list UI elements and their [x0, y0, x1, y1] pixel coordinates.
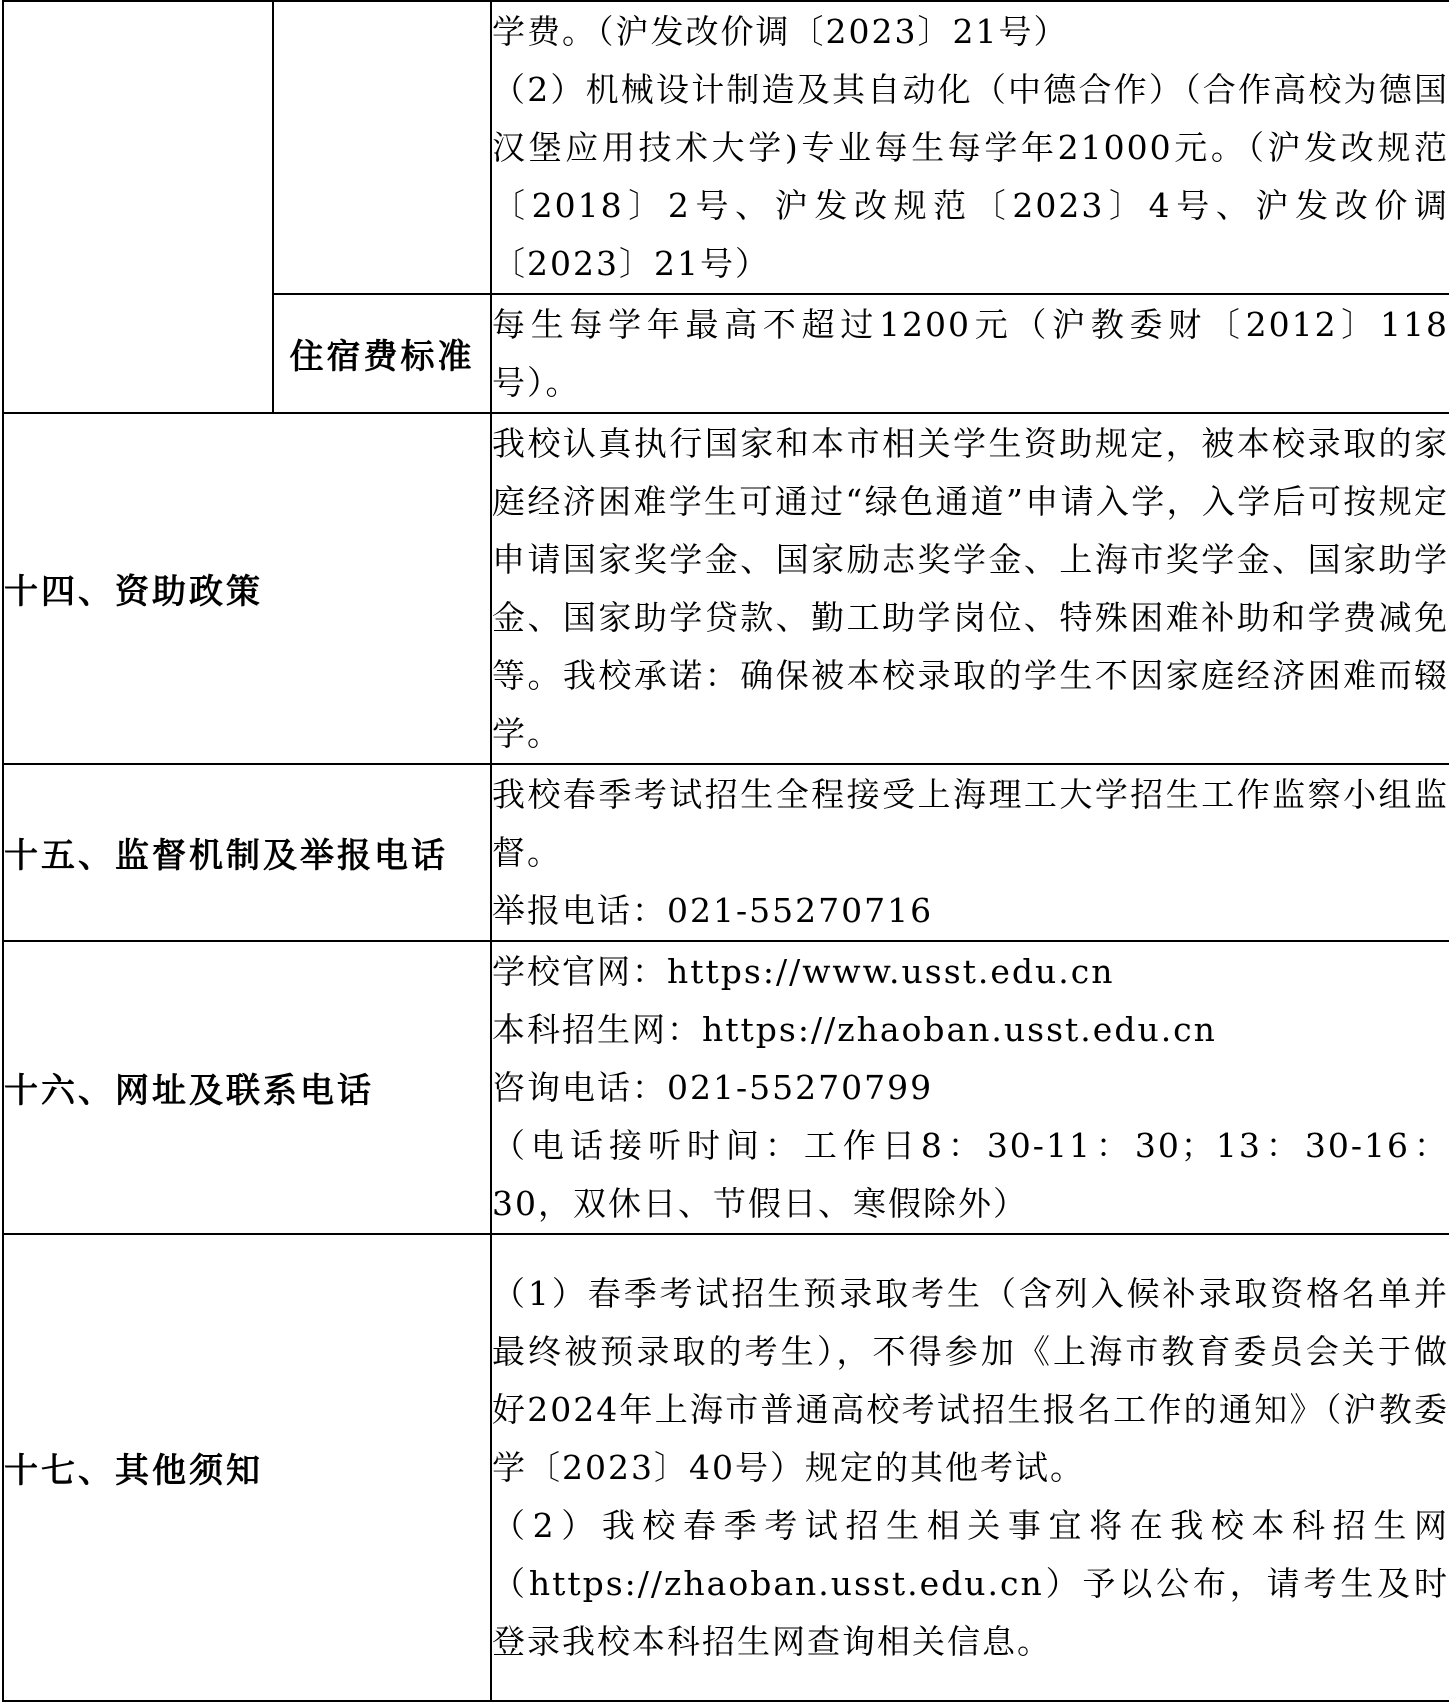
tuition-content	[491, 1, 1449, 294]
accommodation-content	[491, 294, 1449, 413]
supervision-line-1: 我校春季考试招生全程接受上海理工大学招生工作监察小组监督。	[492, 774, 1449, 872]
supervision-phone: 举报电话：021-55270716	[492, 890, 934, 930]
admission-charter-table	[2, 0, 1449, 1702]
other-item-1: （1）春季考试招生预录取考生（含列入候补录取资格名单并最终被预录取的考生），不得参加《上海市教育委员会关于做好2024年上海市普通高校考试招生报名工作的通知》（沪教委学〔2023〕40号）规定的其他考试。	[492, 1273, 1449, 1487]
row-contact	[3, 941, 1449, 1234]
tuition-line-1: 学费。（沪发改价调〔2023〕21号）	[492, 11, 1069, 51]
aid-label: 十四、资助政策	[3, 413, 491, 764]
cell-empty-left	[3, 1, 273, 413]
contact-website: 学校官网：https://www.usst.edu.cn	[492, 951, 1115, 991]
row-supervision	[3, 764, 1449, 941]
supervision-content	[491, 764, 1449, 941]
row-aid-policy	[3, 413, 1449, 764]
tuition-line-2: （2）机械设计制造及其自动化（中德合作）（合作高校为德国汉堡应用技术大学)专业每生每学年21000元。（沪发改规范〔2018〕2号、沪发改规范〔2023〕4号、沪发改价调〔2023〕21号）	[492, 69, 1449, 283]
aid-content	[491, 413, 1449, 764]
other-content	[491, 1234, 1449, 1701]
row-tuition-continued	[3, 1, 1449, 294]
supervision-label: 十五、监督机制及举报电话	[3, 764, 491, 941]
contact-hours: （电话接听时间：工作日8：30-11：30；13：30-16：30，双休日、节假日、寒假除外）	[492, 1125, 1449, 1223]
contact-admission-site: 本科招生网：https://zhaoban.usst.edu.cn	[492, 1009, 1217, 1049]
other-label: 十七、其他须知	[3, 1234, 491, 1701]
aid-text: 我校认真执行国家和本市相关学生资助规定，被本校录取的家庭经济困难学生可通过“绿色通道”申请入学，入学后可按规定申请国家奖学金、国家励志奖学金、上海市奖学金、国家助学金、国家助学贷款、勤工助学岗位、特殊困难补助和学费减免等。我校承诺：确保被本校录取的学生不因家庭经济困难而辍学。	[492, 423, 1449, 753]
row-other-notes	[3, 1234, 1449, 1701]
contact-phone: 咨询电话：021-55270799	[492, 1067, 934, 1107]
contact-label: 十六、网址及联系电话	[3, 941, 491, 1234]
other-item-2: （2）我校春季考试招生相关事宜将在我校本科招生网（https://zhaoban.usst.edu.cn）予以公布，请考生及时登录我校本科招生网查询相关信息。	[492, 1505, 1449, 1661]
accommodation-text: 每生每学年最高不超过1200元（沪教委财〔2012〕118号）。	[492, 304, 1449, 402]
accommodation-label: 住宿费标准	[273, 294, 491, 413]
contact-content	[491, 941, 1449, 1234]
cell-empty-sublabel	[273, 1, 491, 294]
